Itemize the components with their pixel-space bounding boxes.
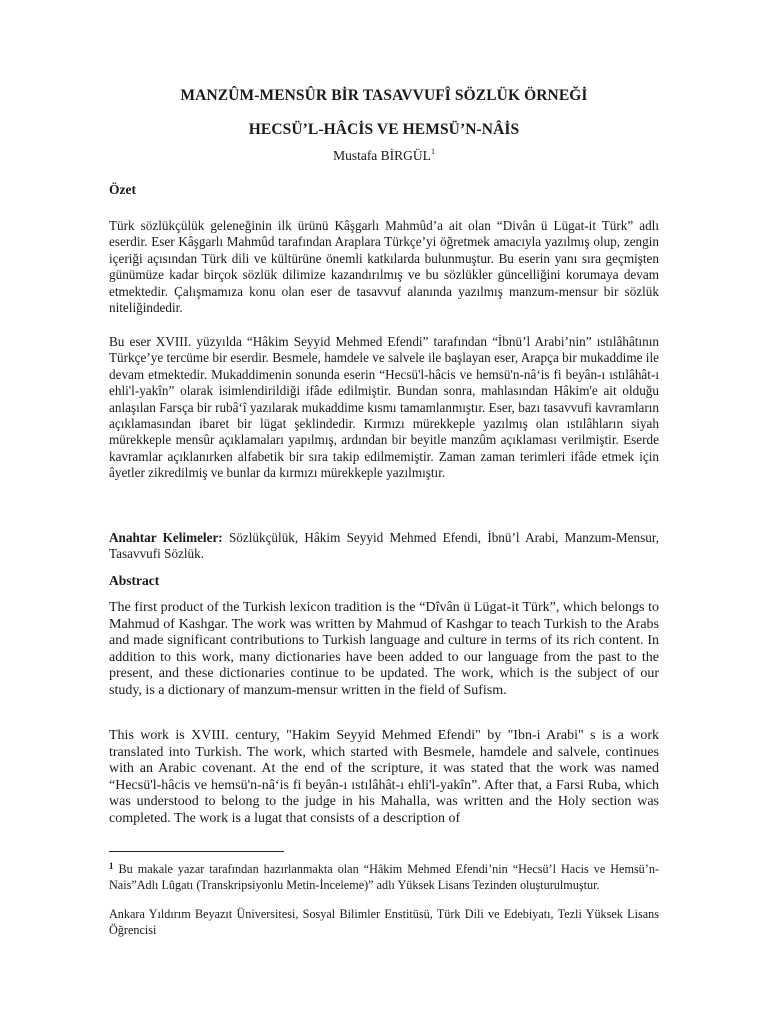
- abstract-paragraph-1: The first product of the Turkish lexicon tradition is the “Dîvân ü Lügat-it Türk”, which belongs to Mahmud of Kashgar. The work was written by Mahmud of Kashgar to teach Turkish to the Arabs and made significant contributions to Turkish language and culture in terms of its rich content. In addition to this work, many dictionaries have been added to our language from the past to the present, and these dictionaries continue to be updated. The work, which is the subject of our study, is a dictionary of manzum-mensur written in the field of Sufism.: [109, 600, 659, 698]
- document-title-line1: MANZÛM-MENSÛR BİR TASAVVUFÎ SÖZLÜK ÖRNEĞİ: [180, 87, 588, 104]
- footnote-2: Ankara Yıldırım Beyazıt Üniversitesi, Sosyal Bilimler Enstitüsü, Türk Dili ve Edebiyatı, Tezli Yüksek Lisans Öğrencisi: [109, 907, 659, 938]
- document-title-line2: HECSÜ’L-HÂCİS VE HEMSÜ’N-NÂİS: [248, 121, 520, 138]
- ozet-paragraph-2: Bu eser XVIII. yüzyılda “Hâkim Seyyid Mehmed Efendi” tarafından “İbnü’l Arabi’nin” ıstılâhâtının Türkçe’ye tercüme bir eserdir. Besmele, hamdele ve salvele ile başlayan eser, Arapça bir mukaddime ile devam etmektedir. Mukaddimenin sonunda eserin “Hecsü'l-hâcis ve hemsü'n-nâ‘is fi beyân-ı ıstılâhât-ı ehli'l-yakîn” olarak isimlendirildiği ifâde edilmiştir. Bundan sonra, mahlasından Hâkim'e ait olduğu anlaşılan Farsça bir rubâ‘î yazılarak mukaddime kısmı tamamlanmıştır. Eser, bazı tasavvufi kavramların açıklamasından ibaret bir lügat şeklindedir. Kırmızı mürekkeple yazılmış olan ıstılâhların siyah mürekkeple mensûr açıklamaları yapılmış, ardından bir beyitle manzûm açıklaması verilmiştir. Eserde kavramlar açıklanırken alfabetik bir sıra takip edilmemiştir. Zaman zaman terimleri ifâde etmek için âyetler zikredilmiş ve bunlar da kırmızı mürekkeple yazılmıştır.: [109, 334, 659, 481]
- footnote-1: [109, 858, 659, 893]
- footnote-1-text: Bu makale yazar tarafından hazırlanmakta olan “Hâkim Mehmed Efendi’nin “Hecsü’l Hacis ve Hemsü’n-Nais”Adlı Lûgatı (Transkripsiyonlu Metin-İnceleme)” adlı Yüksek Lisans Tezinden oluşturulmuştur.: [109, 862, 659, 893]
- author-footnote-mark: 1: [430, 147, 435, 156]
- ozet-heading: Özet: [109, 182, 136, 197]
- keywords-label: Anahtar Kelimeler:: [109, 530, 223, 545]
- abstract-heading: Abstract: [109, 573, 160, 588]
- footnote-1-mark: 1: [109, 861, 114, 871]
- abstract-paragraph-2: This work is XVIII. century, "Hakim Seyyid Mehmed Efendi" by "Ibn-i Arabi" s is a work translated into Turkish. The work, which started with Besmele, hamdele and salvele, continues with an Arabic covenant. At the end of the scripture, it was stated that the work was named “Hecsü'l-hâcis ve hemsü'n-nâ‘is fi beyân-ı ıstılâhât-ı ehli'l-yakîn”. After that, a Farsi Ruba, which was understood to belong to the judge in his Mahalla, was written and the Holy section was completed. The work is a lugat that consists of a description of: [109, 728, 659, 826]
- ozet-paragraph-1: Türk sözlükçülük geleneğinin ilk ürünü Kâşgarlı Mahmûd’a ait olan “Divân ü Lügat-it Türk” adlı eserdir. Eser Kâşgarlı Mahmûd tarafından Araplara Türkçe’yi öğretmek amacıyla yazılmış olup, zengin içeriği açısından Türk dili ve kültürüne önemli katkılarda bulunmuştur. Bu eserin yanı sıra geçmişten günümüze kadar birçok sözlük dilimize kazandırılmış ve bu sözlükler güncelliğini korumaya devam etmektedir. Çalışmamıza konu olan eser de tasavvuf alanında yazılmış manzum-mensur bir sözlük niteliğindedir.: [109, 218, 659, 316]
- keywords-text: Sözlükçülük, Hâkim Seyyid Mehmed Efendi, İbnü’l Arabi, Manzum-Mensur, Tasavvufi Sözlük.: [109, 530, 659, 562]
- keywords-paragraph: [109, 530, 659, 563]
- footnote-separator: [109, 851, 284, 852]
- author-line: [109, 147, 659, 164]
- author-name: Mustafa BİRGÜL: [333, 148, 431, 163]
